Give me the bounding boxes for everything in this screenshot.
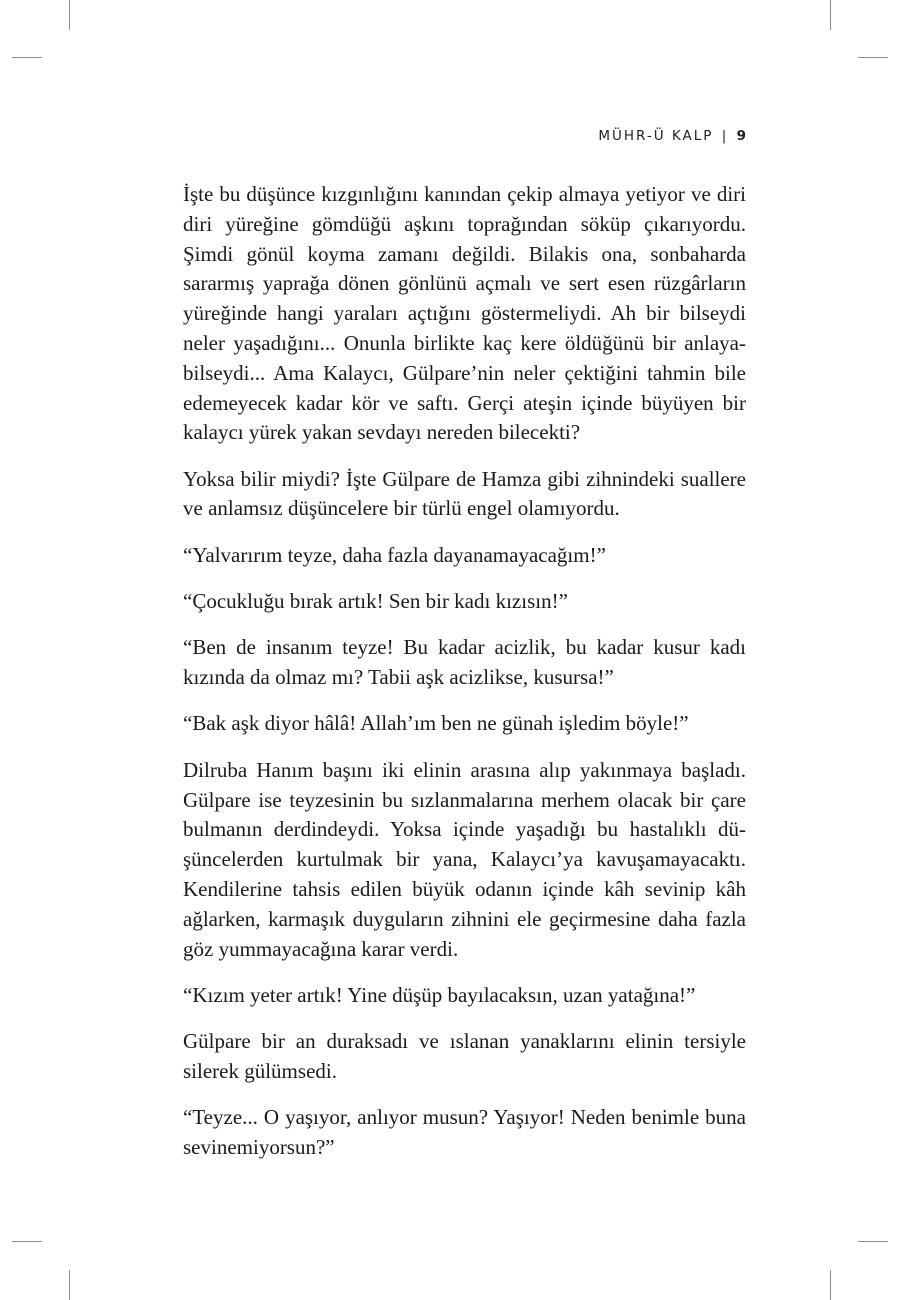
- dialogue-line: “Çocukluğu bırak artık! Sen bir kadı kızısın!”: [183, 589, 568, 614]
- dialogue-line: “Bak aşk diyor hâlâ! Allah’ım ben ne günah işledim böyle!”: [183, 711, 689, 736]
- paragraph: Yoksa bilir miydi? İşte Gülpare de Hamza gibi zihnindeki suallere ve anlamsız düşüncelere bir türlü engel olamıyordu.: [183, 466, 746, 521]
- crop-mark-top-left-horizontal: [12, 57, 42, 58]
- dialogue-line: “Ben de insanım teyze! Bu kadar acizlik, bu kadar kusur kadı kızında da olmaz mı? Tabii aşk acizlikse, kusursa!”: [183, 635, 746, 690]
- dialogue-line: “Yalvarırım teyze, daha fazla dayanamayacağım!”: [183, 542, 606, 567]
- header-separator: |: [721, 128, 727, 144]
- crop-mark-bottom-right-horizontal: [858, 1241, 888, 1242]
- page-number: 9: [736, 128, 746, 144]
- paragraph: İşte bu düşünce kızgınlığını kanından çekip almaya yetiyor ve diri diri yüreğine gömdüğü aşkını toprağından söküp çıkarıyordu. Şimdi gönül koyma zamanı değildi. Bilakis ona, sonbaharda sararmış yaprağa dönen gönlünü açmalı ve sert esen rüzgârların yüreğinde hangi yaraları açtığını göstermeliydi. Ah bir bilseydi neler yaşadığını... Onunla birlikte kaç kere öldüğünü bir anlayabilseydi... Ama Kalaycı, Gülpare’nin neler çektiğini tahmin bile edemeyecek kadar kör ve saftı. Gerçi ateşin içinde büyüyen bir kalaycı yürek yakan sevdayı nereden bilecekti?: [183, 182, 746, 445]
- dialogue-line: “Kızım yeter artık! Yine düşüp bayılacaksın, uzan yatağına!”: [183, 982, 696, 1007]
- crop-mark-top-right-horizontal: [858, 57, 888, 58]
- crop-mark-top-left-vertical: [69, 0, 70, 30]
- book-title: MÜHR-Ü KALP: [598, 128, 714, 144]
- dialogue-line: “Teyze... O yaşıyor, anlıyor musun? Yaşıyor! Neden benimle buna sevinemiyorsun?”: [183, 1105, 746, 1160]
- crop-mark-top-right-vertical: [830, 0, 831, 30]
- crop-mark-bottom-left-horizontal: [12, 1241, 42, 1242]
- crop-mark-bottom-left-vertical: [69, 1270, 70, 1300]
- paragraph: Gülpare bir an duraksadı ve ıslanan yanaklarını elinin tersiyle silerek gülümsedi.: [183, 1029, 746, 1083]
- body-text: [183, 180, 746, 1179]
- running-head: [598, 128, 746, 144]
- paragraph: Dilruba Hanım başını iki elinin arasına alıp yakınmaya başladı. Gülpare ise teyzesinin bu sızlanmalarına merhem olacak bir çare bulmanın derdindeydi. Yoksa içinde yaşadığı bu hastalıklı düşüncelerden kurtulmak bir yana, Kalaycı’ya kavuşamayacaktı. Kendilerine tahsis edilen büyük odanın içinde kâh sevinip kâh ağlarken, karmaşık duyguların zihnini ele geçirmesine daha fazla göz yummayacağına karar verdi.: [183, 757, 746, 961]
- crop-mark-bottom-right-vertical: [830, 1270, 831, 1300]
